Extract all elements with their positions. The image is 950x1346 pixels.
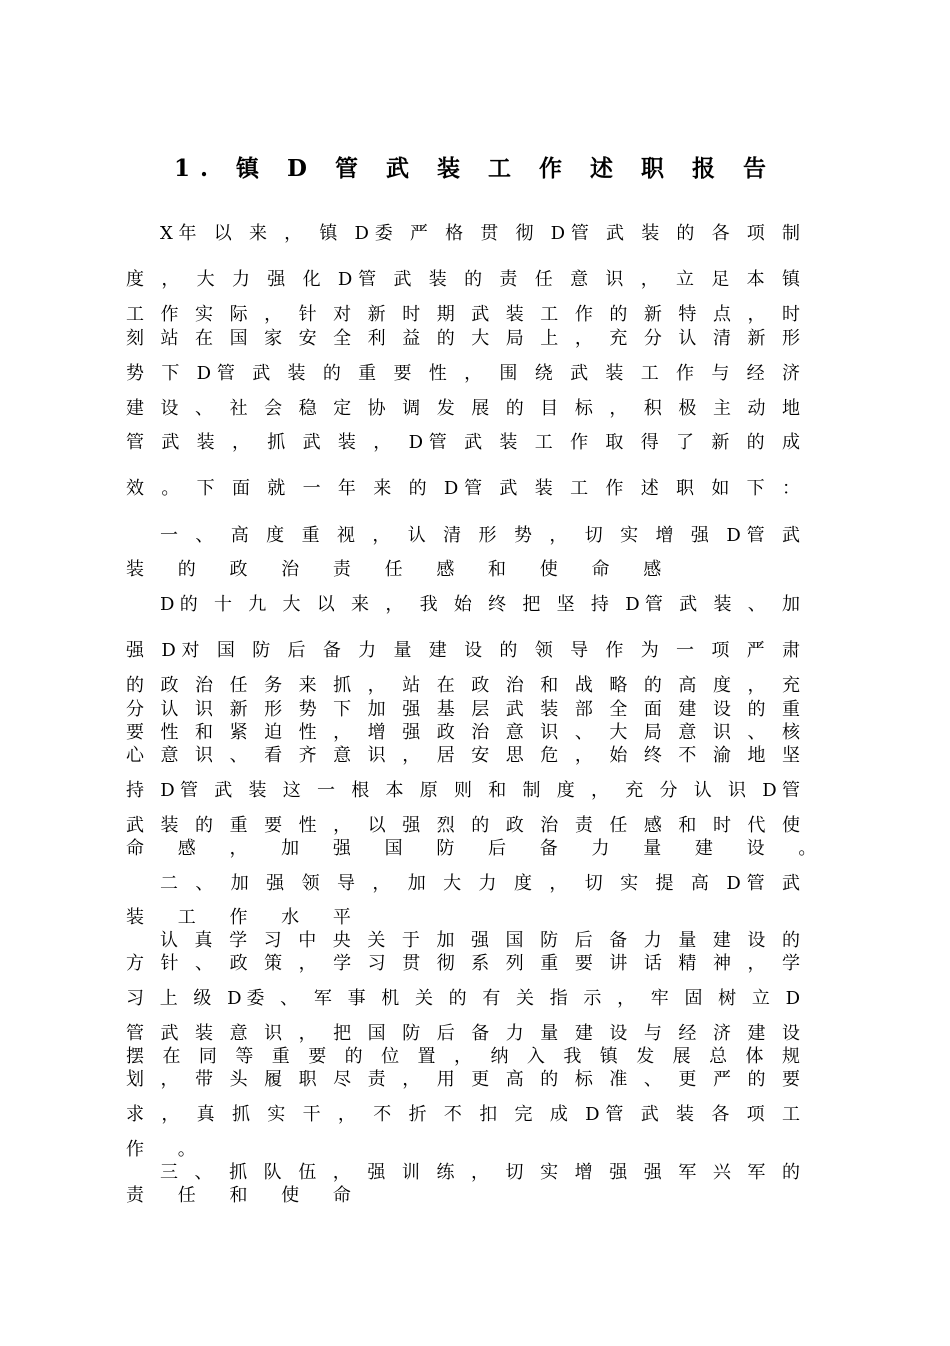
body-line: 分 认 识 新 形 势 下 加 强 基 层 武 装 部 全 面 建 设 的 重 bbox=[126, 699, 800, 720]
section-heading-2-cont: 装 工 作 水 平 bbox=[126, 907, 365, 928]
body-line: 求 ， 真 抓 实 干 ， 不 折 不 扣 完 成 D管 武 装 各 项 工 bbox=[126, 1104, 800, 1125]
document-title: 1. 镇 D 管 武 装 工 作 述 职 报 告 bbox=[173, 155, 777, 182]
section-heading-1: 一 、 高 度 重 视 ， 认 清 形 势 ， 切 实 增 强 D管 武 bbox=[160, 525, 800, 546]
body-line: 持 D管 武 装 这 一 根 本 原 则 和 制 度 ， 充 分 认 识 D管 bbox=[126, 780, 800, 801]
body-line: 方 针 、 政 策 ， 学 习 贯 彻 系 列 重 要 讲 话 精 神 ， 学 bbox=[126, 953, 800, 974]
body-line: 工 作 实 际 ， 针 对 新 时 期 武 装 工 作 的 新 特 点 ， 时 bbox=[126, 304, 800, 325]
body-line: 建 设 、 社 会 稳 定 协 调 发 展 的 目 标 ， 积 极 主 动 地 bbox=[126, 398, 800, 419]
section-heading-2: 二 、 加 强 领 导 ， 加 大 力 度 ， 切 实 提 高 D管 武 bbox=[160, 873, 800, 894]
body-line: 管 武 装 意 识 ， 把 国 防 后 备 力 量 建 设 与 经 济 建 设 bbox=[126, 1023, 800, 1044]
body-line: 刻 站 在 国 家 安 全 利 益 的 大 局 上 ， 充 分 认 清 新 形 bbox=[126, 328, 800, 349]
body-line: X年 以 来 ， 镇 D委 严 格 贯 彻 D管 武 装 的 各 项 制 bbox=[160, 223, 800, 244]
body-line: 摆 在 同 等 重 要 的 位 置 ， 纳 入 我 镇 发 展 总 体 规 bbox=[126, 1046, 800, 1067]
body-line: D的 十 九 大 以 来 ， 我 始 终 把 坚 持 D管 武 装 、 加 bbox=[160, 594, 800, 615]
section-heading-3-cont: 责 任 和 使 命 bbox=[126, 1185, 365, 1206]
body-line: 命 感 ， 加 强 国 防 后 备 力 量 建 设 。 bbox=[126, 838, 831, 859]
body-line: 作 。 bbox=[126, 1139, 210, 1160]
section-heading-1-cont: 装 的 政 治 责 任 感 和 使 命 感 bbox=[126, 559, 676, 580]
body-line: 武 装 的 重 要 性 ， 以 强 烈 的 政 治 责 任 感 和 时 代 使 bbox=[126, 815, 800, 836]
body-line: 度 ， 大 力 强 化 D管 武 装 的 责 任 意 识 ， 立 足 本 镇 bbox=[126, 269, 800, 290]
body-line: 的 政 治 任 务 来 抓 ， 站 在 政 治 和 战 略 的 高 度 ， 充 bbox=[126, 675, 800, 696]
body-line: 心 意 识 、 看 齐 意 识 ， 居 安 思 危 ， 始 终 不 渝 地 坚 bbox=[126, 745, 800, 766]
section-heading-3: 三 、 抓 队 伍 ， 强 训 练 ， 切 实 增 强 强 军 兴 军 的 bbox=[160, 1162, 800, 1183]
body-line: 管 武 装 ， 抓 武 装 ， D管 武 装 工 作 取 得 了 新 的 成 bbox=[126, 432, 800, 453]
body-line: 划 ， 带 头 履 职 尽 责 ， 用 更 高 的 标 准 、 更 严 的 要 bbox=[126, 1069, 800, 1090]
body-line: 势 下 D管 武 装 的 重 要 性 ， 围 绕 武 装 工 作 与 经 济 bbox=[126, 363, 800, 384]
body-line: 认 真 学 习 中 央 关 于 加 强 国 防 后 备 力 量 建 设 的 bbox=[160, 930, 800, 951]
body-line: 效 。 下 面 就 一 年 来 的 D管 武 装 工 作 述 职 如 下 ： bbox=[126, 478, 800, 499]
body-line: 强 D对 国 防 后 备 力 量 建 设 的 领 导 作 为 一 项 严 肃 bbox=[126, 640, 800, 661]
body-line: 要 性 和 紧 迫 性 ， 增 强 政 治 意 识 、 大 局 意 识 、 核 bbox=[126, 722, 800, 743]
body-line: 习 上 级 D委 、 军 事 机 关 的 有 关 指 示 ， 牢 固 树 立 D bbox=[126, 988, 800, 1009]
